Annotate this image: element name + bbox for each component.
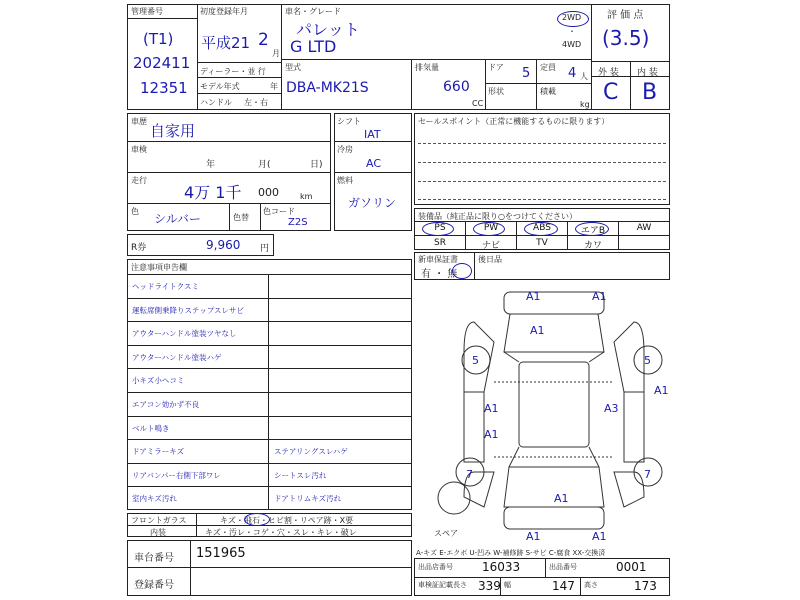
ac-value: AC xyxy=(366,157,382,170)
damage-mark: 7 xyxy=(466,468,473,481)
damage-mark: 7 xyxy=(644,468,651,481)
remark-left: リアバンパー右側下部ワレ xyxy=(132,471,221,480)
use-label: 車歴 xyxy=(131,117,147,126)
mileage-value: 4万 1千 xyxy=(184,183,242,202)
handle-value: 左・右 xyxy=(244,98,268,107)
color-change-label: 色替 xyxy=(233,213,249,222)
lot-number: 12351 xyxy=(140,79,188,97)
equip-navi: ナビ xyxy=(481,241,500,251)
remark-left: ヘッドライトクスミ xyxy=(132,282,200,291)
damage-mark: A1 xyxy=(484,428,499,441)
equip-airbag: エアB xyxy=(580,226,606,236)
equip-pw: PW xyxy=(483,223,499,233)
displacement-label: 排気量 xyxy=(415,63,439,72)
dim1-label: 車検証記載長さ xyxy=(418,581,467,589)
door-label: ドア xyxy=(488,63,504,72)
warranty-none-circle xyxy=(452,263,472,279)
recycle-section xyxy=(127,234,274,256)
sales-label: セールスポイント（正常に機能するものに限ります） xyxy=(418,117,610,126)
recycle-label: R券 xyxy=(131,243,147,253)
model-year-unit: 年 xyxy=(270,82,278,91)
remark-left: ベルト鳴き xyxy=(132,424,170,433)
drive-dot: ・ xyxy=(568,27,576,36)
damage-mark: A1 xyxy=(526,290,541,303)
dim2-label: 幅 xyxy=(504,581,511,589)
mileage-label: 走行 xyxy=(131,176,147,185)
month-unit: 月 xyxy=(272,49,280,58)
equip-abs-circle xyxy=(524,222,558,236)
handle-label: ハンドル xyxy=(200,98,232,107)
equip-aw: AW xyxy=(636,223,652,233)
load-label: 積載 xyxy=(540,87,556,96)
damage-mark: 5 xyxy=(472,354,479,367)
fuel-value: ガソリン xyxy=(348,196,397,210)
shift-value: IAT xyxy=(364,128,381,141)
remark-left: アウターハンドル塗装ハゲ xyxy=(132,353,222,362)
model-year-label: モデル年式 xyxy=(200,82,240,91)
damage-mark: A1 xyxy=(592,530,607,542)
num1-value: 16033 xyxy=(482,560,521,574)
damage-mark: A1 xyxy=(592,290,607,303)
equip-airbag-circle xyxy=(575,222,609,236)
damage-mark: A1 xyxy=(554,492,569,505)
car-name-label: 車名・グレード xyxy=(285,7,341,16)
color-code: Z2S xyxy=(288,217,308,228)
interior-label: 内 装 xyxy=(637,68,658,78)
first-reg-era-year: 平成21 xyxy=(201,34,251,52)
shift-label: シフト xyxy=(337,117,361,126)
type-value: DBA-MK21S xyxy=(286,80,369,96)
color-code-label: 色コード xyxy=(263,207,295,216)
door-value: 5 xyxy=(522,66,531,81)
inspection-day: 日) xyxy=(310,160,323,170)
score-label: 評 価 点 xyxy=(607,10,644,21)
equip-ps: PS xyxy=(434,223,446,233)
color-value: シルバー xyxy=(154,212,201,226)
remark-right: ドアトリムキズ汚れ xyxy=(274,494,342,503)
lot-code: (T1) xyxy=(143,30,174,48)
num2-label: 出品番号 xyxy=(549,563,577,571)
displacement-value: 660 xyxy=(443,79,470,95)
kg-unit: kg xyxy=(580,100,590,109)
damage-mark: A1 xyxy=(654,384,669,397)
car-diagram xyxy=(414,282,670,542)
interior-grade: B xyxy=(642,80,658,105)
damage-mark: 5 xyxy=(644,354,651,367)
warranty-label: 新車保証書 xyxy=(418,255,458,264)
mileage-zero: 000 xyxy=(258,186,279,199)
remark-left: 室内キズ汚れ xyxy=(132,494,177,503)
damage-mark: A3 xyxy=(604,402,619,415)
damage-marks xyxy=(466,290,669,542)
equip-abs: ABS xyxy=(533,223,551,233)
car-name: パレット xyxy=(296,20,360,39)
damage-mark: A1 xyxy=(526,530,541,542)
drive-4wd: 4WD xyxy=(562,40,582,49)
inspection-year: 年 xyxy=(206,160,216,170)
recycle-value: 9,960 xyxy=(206,238,241,252)
remark-right: シートスレ汚れ xyxy=(274,471,327,480)
inspection-month: 月( xyxy=(258,160,271,170)
remark-left: ドアミラーキズ xyxy=(132,447,185,456)
interior-cond-label: 内装 xyxy=(150,528,166,537)
remark-left: 運転席側乗降りステップスレサビ xyxy=(132,306,245,315)
front-glass-label: フロントガラス xyxy=(131,516,187,525)
yen-unit: 円 xyxy=(260,244,270,254)
inspection-label: 車検 xyxy=(131,145,147,154)
capacity-label: 定員 xyxy=(540,63,556,72)
capacity-value: 4 xyxy=(568,66,577,81)
score-value: (3.5) xyxy=(602,26,650,50)
chassis-label: 車台番号 xyxy=(134,553,174,564)
equip-sr: SR xyxy=(434,238,446,248)
num2-value: 0001 xyxy=(616,560,647,574)
car-grade: G LTD xyxy=(290,37,337,56)
interior-cond-value: キズ・汚レ・コゲ・穴・スレ・キレ・破レ xyxy=(205,528,357,537)
remark-left: アウターハンドル塗装ツヤなし xyxy=(132,329,237,338)
front-glass-value: キズ・飛石・ヒビ割・リペア跡・X要 xyxy=(220,516,354,525)
exterior-label: 外 装 xyxy=(598,68,619,78)
num1-label: 出品店番号 xyxy=(418,563,453,571)
remark-left: エアコン効かず不良 xyxy=(132,400,200,409)
record-label: 後日品 xyxy=(478,255,502,264)
equip-ps-circle xyxy=(422,222,454,236)
equip-label: 装備品（純正品に限り○をつけてください） xyxy=(418,212,577,221)
drive-2wd: 2WD xyxy=(562,13,582,22)
spare-label: スペア xyxy=(434,529,458,538)
dim3-value: 173 xyxy=(634,579,657,593)
damage-mark: A1 xyxy=(530,324,545,337)
capacity-unit: 人 xyxy=(580,72,588,81)
cc-unit: CC xyxy=(472,99,484,108)
first-reg-month: 2 xyxy=(258,30,269,50)
remark-left: 小キズ小ヘコミ xyxy=(132,376,185,385)
dim2-value: 147 xyxy=(552,579,575,593)
remark-right: ステアリングスレハゲ xyxy=(274,447,348,456)
kanri-label: 管理番号 xyxy=(131,7,163,16)
chassis-value: 151965 xyxy=(196,546,246,561)
chip-circle xyxy=(244,513,270,526)
equip-tv: TV xyxy=(536,238,548,248)
first-reg-label: 初度登録年月 xyxy=(200,7,248,16)
dealer-label: ディーラー・並 行 xyxy=(200,67,266,76)
dim3-label: 高さ xyxy=(584,581,598,589)
warranty-value: 有 ・ 無 xyxy=(421,269,458,280)
type-label: 型式 xyxy=(285,63,301,72)
remarks-title: 注意事項申告欄 xyxy=(131,263,187,272)
ac-label: 冷房 xyxy=(337,145,353,154)
equip-pw-circle xyxy=(473,222,505,236)
km-unit: km xyxy=(300,192,313,201)
color-label: 色 xyxy=(131,207,139,216)
lot-date: 202411 xyxy=(133,54,191,72)
shape-label: 形状 xyxy=(488,87,504,96)
damage-mark: A1 xyxy=(484,402,499,415)
dim1-value: 339 xyxy=(478,579,501,593)
use-value: 自家用 xyxy=(150,122,196,140)
damage-legend: A-キズ E-エクボ U-凹み W-補修跡 S-サビ C-腐食 XX-交換済 xyxy=(416,549,606,557)
reg-label: 登録番号 xyxy=(134,580,174,591)
fuel-label: 燃料 xyxy=(337,176,353,185)
equip-leather: カワ xyxy=(583,241,602,251)
exterior-grade: C xyxy=(603,80,619,105)
